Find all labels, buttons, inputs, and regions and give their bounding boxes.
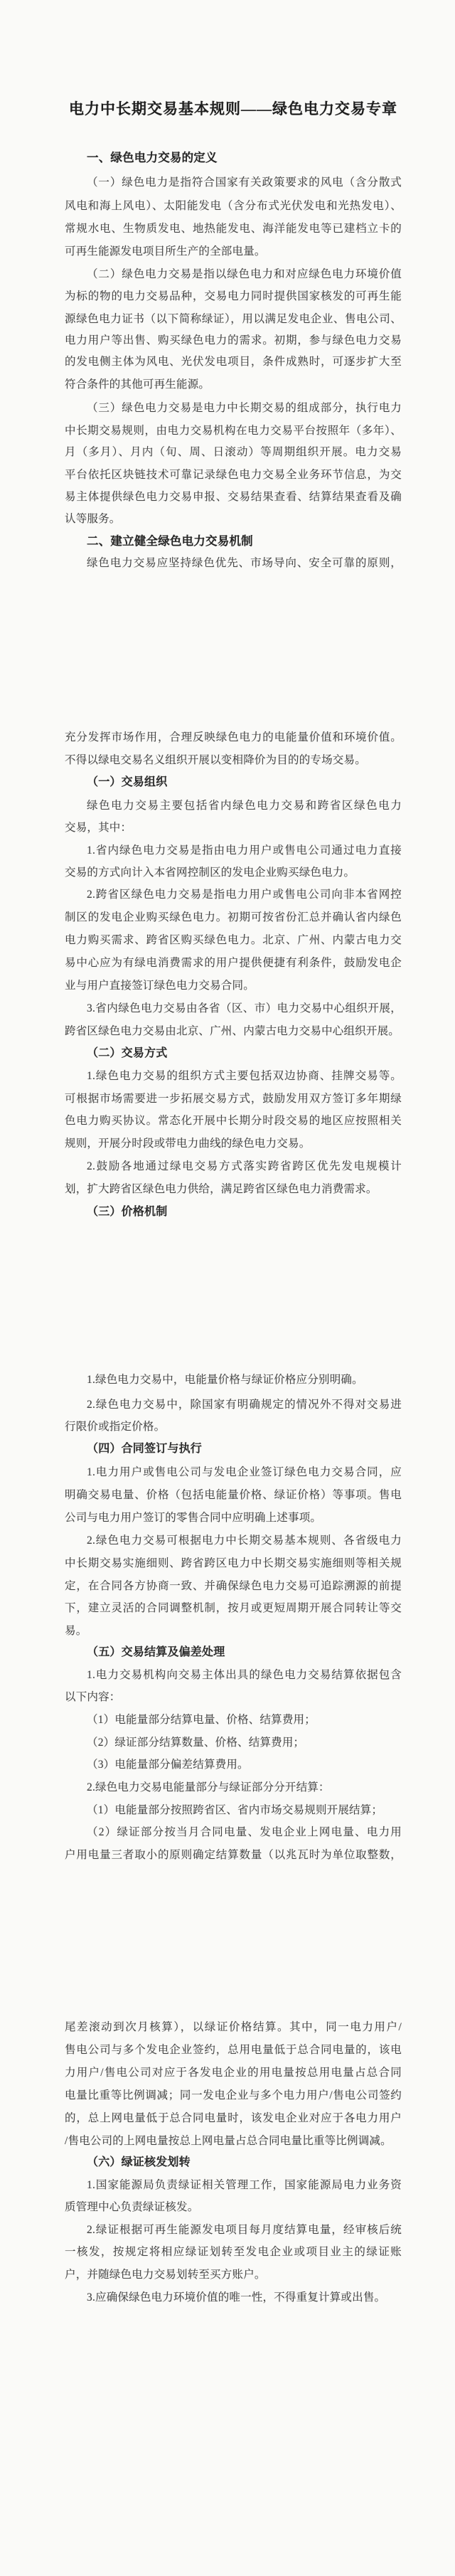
text-line: 明确交易电量、价格（包括电能量价格、绿证价格）等事项。售电	[65, 1489, 402, 1501]
text-line: （二）绿色电力交易是指以绿色电力和对应绿色电力环境价值	[87, 268, 402, 280]
section-heading: （二）交易方式	[87, 1047, 168, 1059]
section-heading: （一）交易组织	[87, 776, 168, 788]
text-line: 2.鼓励各地通过绿电交易方式落实跨省跨区优先发电规模计	[87, 1160, 402, 1172]
text-line: 电力用户等出售、购买绿色电力的需求。初期，参与绿色电力交易	[65, 334, 402, 346]
text-line: 电力购买需求、跨省区购买绿色电力。北京、广州、内蒙古电力交	[65, 934, 402, 946]
text-line: 可根据市场需要进一步拓展交易方式，鼓励发用双方签订多年期绿	[65, 1093, 402, 1105]
text-line: 常规水电、生物质发电、地热能发电、海洋能发电等已建档立卡的	[65, 223, 402, 235]
section-heading: （六）绿证核发划转	[87, 2156, 191, 2168]
text-line: 交易，其中：	[65, 822, 132, 834]
text-line: 定，在合同各方协商一致、并确保绿色电力交易可追踪溯源的前提	[65, 1580, 402, 1592]
text-line: 易中心应为有绿电消费需求的用户提供便捷有利条件，鼓励发电企	[65, 957, 402, 969]
text-line: 尾差滚动到次月核算），以绿证价格结算。其中，同一电力用户/	[65, 2021, 402, 2033]
text-line: 2.绿色电力交易可根据电力中长期交易基本规则、各省级电力	[87, 1535, 402, 1547]
text-line: 绿色电力交易主要包括省内绿色电力交易和跨省区绿色电力	[87, 800, 402, 812]
text-line: /售电公司的上网电量按总上网电量占总合同电量比重等比例调减。	[65, 2135, 392, 2147]
text-line: 一核发，按规定将相应绿证划转至发电企业或项目业主的绿证账	[65, 2246, 402, 2258]
text-line: （三）绿色电力交易是电力中长期交易的组成部分，执行电力	[87, 402, 402, 414]
text-line: 业与用户直接签订绿色电力交易合同。	[65, 980, 255, 992]
text-line: 为标的物的电力交易品种，交易电力同时提供国家核发的可再生能	[65, 290, 402, 302]
text-line: （1）电能量部分结算电量、价格、结算费用；	[87, 1714, 316, 1726]
text-line: 的发电侧主体为风电、光伏发电项目，条件成熟时，可逐步扩大至	[65, 356, 402, 368]
text-line: 不得以绿电交易名义组织开展以变相降价为目的的专场交易。	[65, 754, 366, 766]
text-line: 2.绿证根据可再生能源发电项目每月度结算电量，经审核后统	[87, 2224, 402, 2236]
text-line: 认等服务。	[65, 513, 121, 525]
text-line: 1.省内绿色电力交易是指由电力用户或售电公司通过电力直接	[87, 844, 402, 857]
text-line: 交易的方式向计入本省网控制区的发电企业购买绿色电力。	[65, 866, 355, 879]
text-line: 1.国家能源局负责绿证相关管理工作，国家能源局电力业务资	[87, 2179, 402, 2191]
section-heading: 二、建立健全绿色电力交易机制	[87, 535, 253, 548]
section-heading: （三）价格机制	[87, 1206, 168, 1218]
document-title: 电力中长期交易基本规则——绿色电力交易专章	[69, 100, 397, 117]
text-line: 3.应确保绿色电力环境价值的唯一性，不得重复计算或出售。	[87, 2291, 386, 2304]
text-line: 源绿色电力证书（以下简称绿证），用以满足发电企业、售电公司、	[65, 313, 402, 325]
text-line: 中长期交易规则，由电力交易机构在电力交易平台按照年（多年）、	[65, 425, 402, 437]
text-line: 绿色电力交易应坚持绿色优先、市场导向、安全可靠的原则，	[87, 557, 402, 569]
text-line: 1.电力用户或售电公司与发电企业签订绿色电力交易合同，应	[87, 1466, 402, 1478]
text-line: 1.绿色电力交易中，电能量价格与绿证价格应分别明确。	[87, 1374, 363, 1386]
text-line: 以下内容：	[65, 1691, 121, 1703]
text-line: 3.省内绿色电力交易由各省（区、市）电力交易中心组织开展，	[87, 1002, 402, 1014]
text-line: 平台依托区块链技术可靠记录绿色电力交易全业务环节信息，为交	[65, 469, 402, 481]
text-line: 划，扩大跨省区绿色电力供给，满足跨省区绿色电力消费需求。	[65, 1183, 378, 1195]
section-heading: （四）合同签订与执行	[87, 1443, 203, 1455]
text-line: 2.绿色电力交易电能量部分与绿证部分分开结算：	[87, 1781, 330, 1793]
text-line: 行限价或指定价格。	[65, 1421, 166, 1433]
section-heading: 一、绿色电力交易的定义	[87, 152, 218, 164]
text-line: 公司与电力用户签订的零售合同中应明确上述事项。	[65, 1512, 322, 1524]
text-line: （2）绿证部分结算数量、价格、结算费用；	[87, 1737, 305, 1749]
text-line: 充分发挥市场作用，合理反映绿色电力的电能量价值和环境价值。	[65, 731, 402, 743]
text-line: 售电公司与多个发电企业签约，总用电量低于总合同电量的，该电	[65, 2044, 402, 2056]
text-line: 力用户/售电公司对应于各发电企业的用电量按总用电量占总合同	[65, 2067, 402, 2079]
text-line: 质管理中心负责绿证核发。	[65, 2201, 199, 2213]
text-line: （2）绿证部分按当月合同电量、发电企业上网电量、电力用	[87, 1826, 402, 1838]
text-line: （1）电能量部分按照跨省区、省内市场交易规则开展结算；	[87, 1804, 383, 1816]
text-line: 2.绿色电力交易中，除国家有明确规定的情况外不得对交易进	[87, 1399, 402, 1411]
text-line: 下，建立灵活的合同调整机制，按月或更短周期开展合同转让等交	[65, 1602, 402, 1614]
text-line: （3）电能量部分偏差结算费用。	[87, 1759, 249, 1771]
text-line: 户用电量三者取小的原则确定结算数量（以兆瓦时为单位取整数，	[65, 1849, 402, 1861]
text-line: 符合条件的其他可再生能源。	[65, 378, 210, 391]
text-line: 的，总上网电量低于总合同电量时，该发电企业对应于各电力用户	[65, 2112, 402, 2124]
text-line: 1.绿色电力交易的组织方式主要包括双边协商、挂牌交易等。	[87, 1070, 402, 1082]
text-line: 2.跨省区绿色电力交易是指电力用户或售电公司向非本省网控	[87, 889, 402, 901]
text-line: 跨省区绿色电力交易由北京、广州、内蒙古电力交易中心组织开展。	[65, 1025, 400, 1037]
text-line: 易主体提供绿色电力交易申报、交易结果查看、结算结果查看及确	[65, 491, 402, 503]
text-line: 中长期交易实施细则、跨省跨区电力中长期交易实施细则等相关规	[65, 1557, 402, 1569]
text-line: 电量比重等比例调减；同一发电企业与多个电力用户/售电公司签约	[65, 2089, 402, 2101]
text-line: 可再生能源发电项目所生产的全部电量。	[65, 245, 266, 258]
text-line: 户，并随绿色电力交易划转至买方账户。	[65, 2269, 266, 2281]
text-line: 制区的发电企业购买绿色电力。初期可按省份汇总并确认省内绿色	[65, 911, 402, 923]
text-line: 1.电力交易机构向交易主体出具的绿色电力交易结算依据包含	[87, 1669, 402, 1681]
text-line: 色电力购买协议。常态化开展中长期分时段交易的地区应按照相关	[65, 1115, 402, 1127]
text-line: 月（多月）、月内（旬、周、日滚动）等周期组织开展。电力交易	[65, 446, 402, 458]
section-heading: （五）交易结算及偏差处理	[87, 1646, 225, 1658]
text-line: （一）绿色电力是指符合国家有关政策要求的风电（含分散式	[87, 176, 402, 189]
text-line: 风电和海上风电）、太阳能发电（含分布式光伏发电和光热发电）、	[65, 200, 402, 212]
text-line: 规则，开展分时段或带电力曲线的绿色电力交易。	[65, 1138, 311, 1150]
text-line: 易。	[65, 1625, 87, 1637]
